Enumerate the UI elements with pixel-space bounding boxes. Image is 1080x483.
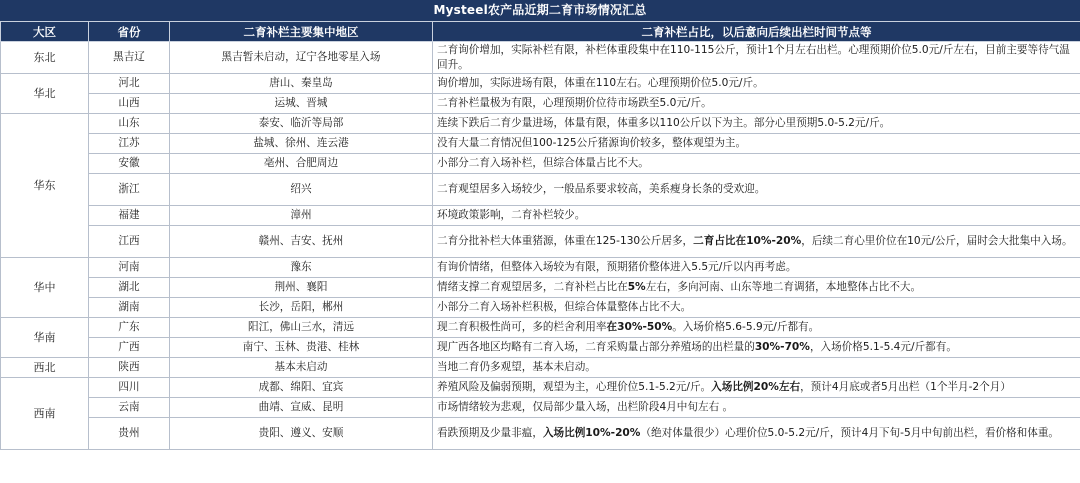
table-row <box>1 134 1080 154</box>
detail-text: ，后续二育心里价位在10元/公斤，届时会大批集中入场。 <box>801 235 1073 247</box>
areas-cell: 盐城、徐州、连云港 <box>170 134 433 154</box>
areas-cell: 赣州、吉安、抚州 <box>170 226 433 258</box>
details-cell <box>433 418 1080 450</box>
header-areas: 二育补栏主要集中地区 <box>170 22 433 42</box>
areas-cell: 亳州、合肥周边 <box>170 154 433 174</box>
highlight-text: 30%-70% <box>754 341 810 353</box>
detail-text: ，预计4月底或者5月出栏（1个半月-2个月） <box>800 381 1011 393</box>
province-cell: 广东 <box>89 318 170 338</box>
province-cell: 贵州 <box>89 418 170 450</box>
detail-text: 连续下跌后二育少量进场，体量有限，体重多以110公斤以下为主。部分心里预期5.0-5.2元/斤。 <box>437 117 891 129</box>
areas-cell: 豫东 <box>170 258 433 278</box>
areas-cell: 黑吉暂未启动，辽宁各地零星入场 <box>170 42 433 74</box>
details-cell <box>433 42 1080 74</box>
detail-text: 二育补栏量极为有限，心理预期价位待市场跌至5.0元/斤。 <box>437 97 712 109</box>
detail-text: 当地二育仍多观望，基本未启动。 <box>437 361 596 373</box>
detail-text: 情绪支撑二育观望居多，二育补栏占比在 <box>437 281 628 293</box>
detail-text: （绝对体量很少）心理价位5.0-5.2元/斤，预计4月下旬-5月中旬前出栏，看价格和体重。 <box>640 427 1060 439</box>
areas-cell: 长沙，岳阳，郴州 <box>170 298 433 318</box>
table-row <box>1 418 1080 450</box>
table-row <box>1 358 1080 378</box>
detail-text: 养殖风险及偏弱预期，观望为主，心理价位5.1-5.2元/斤。 <box>437 381 712 393</box>
region-cell: 华北 <box>1 74 89 114</box>
details-cell <box>433 398 1080 418</box>
areas-cell: 泰安、临沂等局部 <box>170 114 433 134</box>
highlight-text: 在30%-50% <box>606 321 673 333</box>
areas-cell: 绍兴 <box>170 174 433 206</box>
province-cell: 浙江 <box>89 174 170 206</box>
detail-text: 二育观望居多入场较少，一般品系要求较高，美系瘦身长条的受欢迎。 <box>437 183 766 195</box>
table-row <box>1 74 1080 94</box>
areas-cell: 唐山、秦皇岛 <box>170 74 433 94</box>
details-cell <box>433 74 1080 94</box>
highlight-text: 5% <box>627 281 646 293</box>
areas-cell: 曲靖、宣威、昆明 <box>170 398 433 418</box>
province-cell: 江西 <box>89 226 170 258</box>
detail-text: 现二育积极性尚可，多的栏舍利用率 <box>437 321 607 333</box>
detail-text: 没有大量二育情况但100-125公斤猪源询价较多，整体观望为主。 <box>437 137 747 149</box>
highlight-text: 入场比例20%左右 <box>711 381 801 393</box>
detail-text: 小部分二育入场补栏积极，但综合体量整体占比不大。 <box>437 301 692 313</box>
province-cell: 河北 <box>89 74 170 94</box>
detail-text: 看跌预期及少量非瘟， <box>437 427 543 439</box>
details-cell <box>433 94 1080 114</box>
detail-text: 二育询价增加，实际补栏有限，补栏体重段集中在110-115公斤，预计1个月左右出栏。心理预期价位5.0元/斤左右，目前主要等待气温回升。 <box>437 43 1070 71</box>
province-cell: 江苏 <box>89 134 170 154</box>
details-cell <box>433 338 1080 358</box>
table-row <box>1 42 1080 74</box>
table-row <box>1 278 1080 298</box>
province-cell: 湖南 <box>89 298 170 318</box>
province-cell: 黑吉辽 <box>89 42 170 74</box>
areas-cell: 阳江，佛山三水，清远 <box>170 318 433 338</box>
details-cell <box>433 318 1080 338</box>
areas-cell: 漳州 <box>170 206 433 226</box>
region-cell: 华东 <box>1 114 89 258</box>
details-cell <box>433 206 1080 226</box>
areas-cell: 南宁、玉林、贵港、桂林 <box>170 338 433 358</box>
province-cell: 广西 <box>89 338 170 358</box>
province-cell: 四川 <box>89 378 170 398</box>
details-cell <box>433 174 1080 206</box>
table-row <box>1 398 1080 418</box>
table-row <box>1 338 1080 358</box>
areas-cell: 成都、绵阳、宜宾 <box>170 378 433 398</box>
details-cell <box>433 134 1080 154</box>
region-cell: 东北 <box>1 42 89 74</box>
areas-cell: 运城、晋城 <box>170 94 433 114</box>
province-cell: 福建 <box>89 206 170 226</box>
table-row <box>1 94 1080 114</box>
details-cell <box>433 298 1080 318</box>
details-cell <box>433 378 1080 398</box>
table-row <box>1 174 1080 206</box>
detail-text: 二育分批补栏大体重猪源，体重在125-130公斤居多， <box>437 235 694 247</box>
table-row <box>1 318 1080 338</box>
report-title: Mysteel农产品近期二育市场情况汇总 <box>0 0 1080 21</box>
detail-text: ，入场价格5.1-5.4元/斤都有。 <box>809 341 957 353</box>
province-cell: 山东 <box>89 114 170 134</box>
table-row <box>1 298 1080 318</box>
detail-text: 现广西各地区均略有二育入场，二育采购量占部分养殖场的出栏量的 <box>437 341 755 353</box>
details-cell <box>433 114 1080 134</box>
province-cell: 湖北 <box>89 278 170 298</box>
areas-cell: 荆州、襄阳 <box>170 278 433 298</box>
region-cell: 西北 <box>1 358 89 378</box>
table-row <box>1 226 1080 258</box>
region-cell: 华南 <box>1 318 89 358</box>
areas-cell: 贵阳、遵义、安顺 <box>170 418 433 450</box>
province-cell: 陕西 <box>89 358 170 378</box>
detail-text: 环境政策影响，二育补栏较少。 <box>437 209 586 221</box>
header-row <box>1 22 1080 42</box>
market-summary-table <box>0 21 1080 450</box>
table-row <box>1 114 1080 134</box>
detail-text: 小部分二育入场补栏，但综合体量占比不大。 <box>437 157 649 169</box>
areas-cell: 基本未启动 <box>170 358 433 378</box>
detail-text: 询价增加，实际进场有限，体重在110左右。心理预期价位5.0元/斤。 <box>437 77 764 89</box>
table-row <box>1 258 1080 278</box>
province-cell: 河南 <box>89 258 170 278</box>
highlight-text: 二育占比在10%-20% <box>693 235 802 247</box>
details-cell <box>433 278 1080 298</box>
details-cell <box>433 154 1080 174</box>
highlight-text: 入场比例10%-20% <box>542 427 641 439</box>
details-cell <box>433 258 1080 278</box>
header-region: 大区 <box>1 22 89 42</box>
table-row <box>1 154 1080 174</box>
details-cell <box>433 226 1080 258</box>
detail-text: 市场情绪较为悲观，仅局部少量入场，出栏阶段4月中旬左右 。 <box>437 401 734 413</box>
region-cell: 华中 <box>1 258 89 318</box>
table-row <box>1 206 1080 226</box>
header-province: 省份 <box>89 22 170 42</box>
table-row <box>1 378 1080 398</box>
province-cell: 安徽 <box>89 154 170 174</box>
detail-text: 。入场价格5.6-5.9元/斤都有。 <box>672 321 820 333</box>
province-cell: 山西 <box>89 94 170 114</box>
detail-text: 有询价情绪，但整体入场较为有限，预期猪价整体进入5.5元/斤以内再考虑。 <box>437 261 797 273</box>
details-cell <box>433 358 1080 378</box>
header-details: 二育补栏占比，以后意向后续出栏时间节点等 <box>433 22 1080 42</box>
province-cell: 云南 <box>89 398 170 418</box>
region-cell: 西南 <box>1 378 89 450</box>
detail-text: 左右，多向河南、山东等地二育调猪，本地整体占比不大。 <box>645 281 922 293</box>
